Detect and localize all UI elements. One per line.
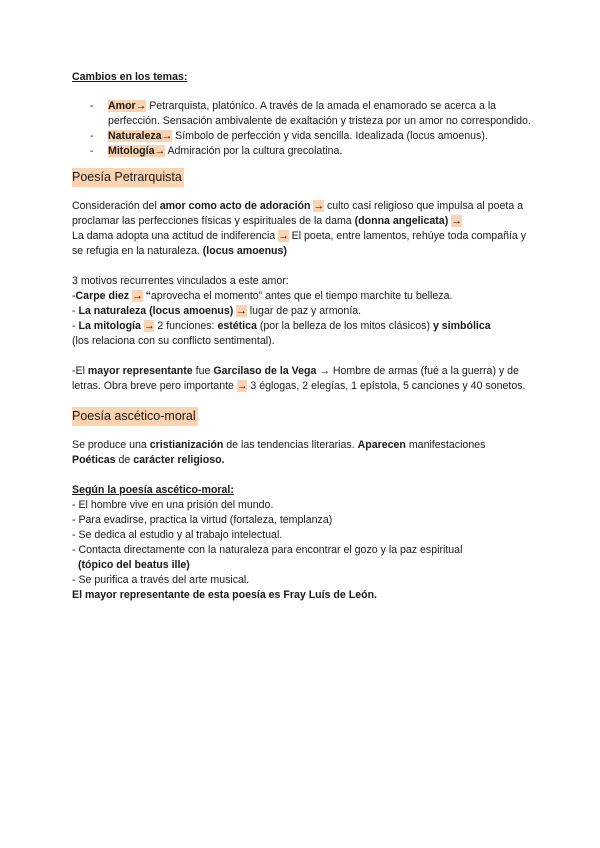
ascetico-line: - Para evadirse, practica la virtud (fortaleza, templanza)	[72, 514, 333, 526]
motivos-intro: 3 motivos recurrentes vinculados a este amor:	[72, 275, 289, 287]
motivo-mitologia: - La mitología → 2 funciones: estética (por la belleza de los mitos clásicos) y simbólica (los relaciona con su conflicto sentimental).	[72, 320, 491, 347]
motivo-naturaleza: - La naturaleza (locus amoenus) → lugar de paz y armonía.	[72, 305, 362, 317]
heading-poesia-petrarquista: Poesía Petrarquista	[72, 168, 184, 187]
ascetico-line: - Se dedica al estudio y al trabajo intelectual.	[72, 529, 283, 541]
temas-list	[72, 99, 532, 159]
document-page	[72, 70, 532, 603]
ascetico-line: - El hombre vive en una prisión del mundo.	[72, 499, 274, 511]
petrarquista-paragraph: Consideración del amor como acto de adoración → culto casi religioso que impulsa al poeta a proclamar las perfecciones físicas y espirituales de la dama (donna angelicata) → La dama adopta una actitud de indiferencia → El poeta, entre lamentos, rehúye toda compañía y se refugia en la naturaleza. (locus amoenus)	[72, 200, 527, 257]
heading-poesia-ascetico-moral: Poesía ascético-moral	[72, 407, 198, 426]
list-item-naturaleza: - Naturaleza→ Símbolo de perfección y vida sencilla. Idealizada (locus amoenus).	[90, 130, 488, 142]
ascetico-paragraph: Se produce una cristianización de las tendencias literarias. Aparecen manifestaciones Poéticas de carácter religioso.	[72, 439, 486, 466]
ascetico-line: - Contacta directamente con la naturaleza para encontrar el gozo y la paz espiritual	[72, 544, 463, 556]
topico-beatus-ille: (tópico del beatus ille)	[78, 559, 190, 571]
list-item-amor: - Amor→ Petrarquista, platónico. A través de la amada el enamorado se acerca a la perfección. Sensación ambivalente de exaltación y tristeza por un amor no correspondido.	[90, 100, 531, 127]
representante-paragraph: -El mayor representante fue Garcilaso de la Vega → Hombre de armas (fué a la guerra) y de letras. Obra breve pero importante → 3 églogas, 2 elegías, 1 epístola, 5 canciones y 40 sonetos.	[72, 365, 526, 392]
list-item-mitologia: - Mitología→ Admiración por la cultura grecolatina.	[90, 145, 343, 157]
ascetico-subtitle: Según la poesía ascético-moral:	[72, 484, 234, 496]
ascetico-line: - Se purifica a través del arte musical.	[72, 574, 250, 586]
section-title-cambios: Cambios en los temas:	[72, 71, 188, 83]
ascetico-conclusion: El mayor representante de esta poesía es Fray Luís de León.	[72, 589, 377, 601]
motivo-carpe-diem: -Carpe diez → “aprovecha el momento” antes que el tiempo marchite tu belleza.	[72, 290, 453, 302]
